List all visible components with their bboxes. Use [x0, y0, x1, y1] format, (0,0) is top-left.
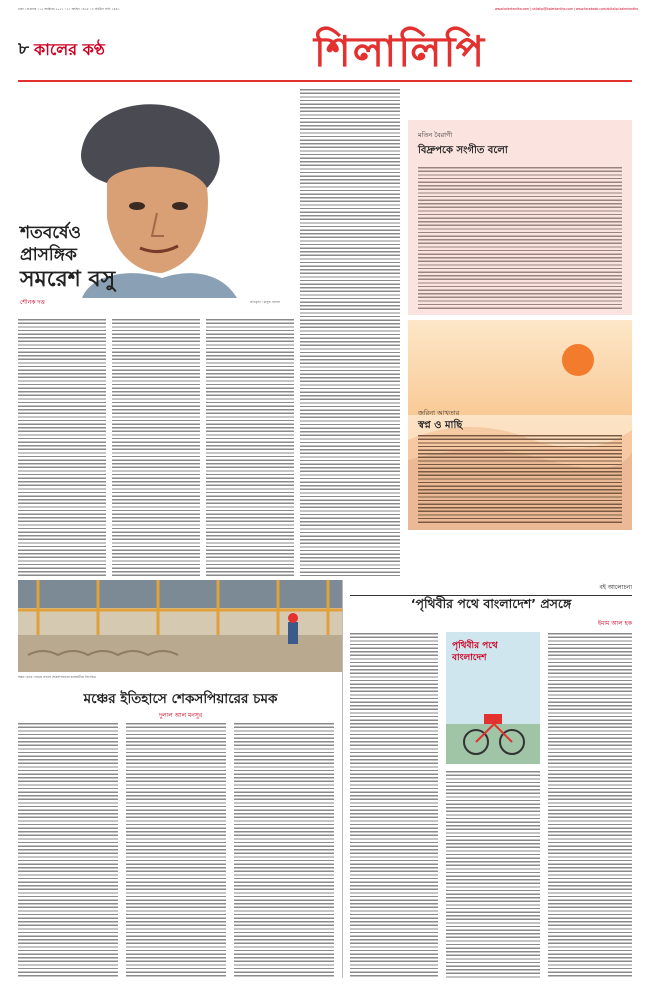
- story-2-col-3: [234, 722, 334, 978]
- section-title: শিলালিপি: [313, 27, 487, 76]
- story-2-title: মঞ্চের ইতিহাসে শেকসপিয়ারের চমক: [83, 691, 278, 707]
- date-line: ঢাকা । শুক্রবার । ১৫ অক্টোবর ২০২১ । ২১ আশ্বিন ১৪২৮ । ৮ রবিউল সানি ১৪৪৩: [18, 7, 120, 11]
- theatre-photo: [18, 580, 343, 672]
- book-cover-title: পৃথিবীর পথে বাংলাদেশ: [452, 641, 498, 663]
- poem-1-text: [418, 166, 622, 311]
- story-2-photo: [18, 580, 343, 672]
- poem-1-author: মতিন বৈরাগী: [418, 131, 453, 139]
- portrait-caption: প্রতিকৃতি : মাসুক হেলাল: [249, 300, 280, 304]
- story-2-col-2: [126, 722, 226, 978]
- poem-2-title: স্বপ্ন ও মাছি: [418, 420, 463, 431]
- story-2-byline: দুলাল আল মনসুর: [158, 712, 203, 719]
- review-col-3: [548, 632, 632, 978]
- book-cover: [446, 632, 540, 764]
- feature-kicker-2: প্রাসঙ্গিক: [20, 245, 77, 265]
- page-logo: [18, 36, 105, 64]
- feature-kicker-1: শতবর্ষেও: [20, 223, 81, 243]
- page-number: ৮: [18, 39, 30, 59]
- feature-body-col-1: [18, 318, 106, 576]
- poem-1-box: [408, 120, 632, 315]
- review-col-2: [446, 770, 540, 978]
- masthead-rule: [18, 80, 632, 82]
- feature-title: সমরেশ বসু: [20, 267, 116, 292]
- bicycle-illustration: [446, 684, 540, 764]
- poem-2-author: জরিনা আখতার: [418, 409, 460, 417]
- poem-2-box: [408, 320, 632, 530]
- review-col-1: [350, 632, 438, 978]
- review-title: ‘পৃথিবীর পথে বাংলাদেশ’ প্রসঙ্গে: [410, 596, 572, 611]
- feature-body-col-4: [300, 88, 400, 576]
- feature-headline-block: [20, 222, 150, 308]
- story-2-col-1: [18, 722, 118, 978]
- review-tag-row: [350, 582, 632, 596]
- paper-name: কালের কণ্ঠ: [34, 39, 105, 59]
- feature-byline: শৌনক দত্ত: [20, 299, 45, 306]
- poem-1-title: বিদ্রুপকে সংগীত বলো: [418, 145, 508, 156]
- story-2-photo-caption: অঙ্কন ভেঙে পড়েছে লন্ডনে শেকসপিয়ারের কয়েকটিকে বিদ্যাচিত্র: [18, 675, 96, 679]
- feature-body-col-3: [206, 318, 294, 576]
- feature-body-col-2: [112, 318, 200, 576]
- review-byline: ইমাম আল হক: [597, 620, 632, 627]
- poem-2-text: [418, 434, 622, 524]
- review-tag: বই আলোচনা: [599, 584, 632, 591]
- masthead-links[interactable]: www.kalerkantho.com | shilalipi@kalerkantho.com | www.facebook.com/shilalipi.kalerkantho: [495, 7, 638, 11]
- column-divider: [342, 580, 343, 978]
